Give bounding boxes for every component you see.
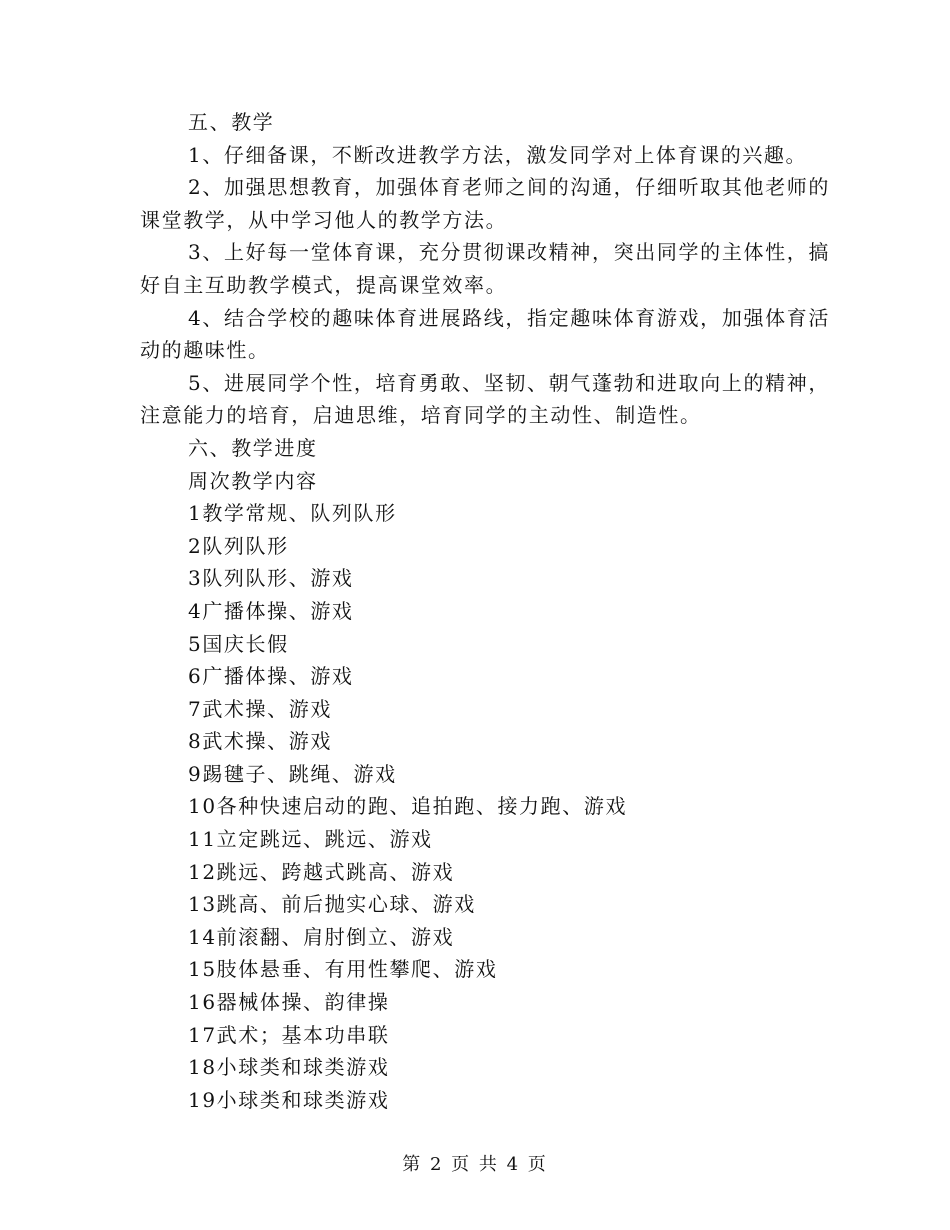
schedule-row bbox=[140, 725, 830, 758]
week-number: 3 bbox=[188, 566, 203, 591]
week-number: 5 bbox=[188, 631, 203, 656]
schedule-row bbox=[140, 856, 830, 889]
section-heading-schedule: 六、教学进度 bbox=[188, 435, 318, 460]
week-number: 4 bbox=[188, 598, 203, 623]
week-content: 小球类和球类游戏 bbox=[216, 1087, 390, 1112]
week-number: 2 bbox=[188, 533, 203, 558]
week-number: 7 bbox=[188, 696, 203, 721]
teaching-item-1: 1、仔细备课，不断改进教学方法，激发同学对上体育课的兴趣。 bbox=[188, 142, 808, 167]
week-content: 跳远、跨越式跳高、游戏 bbox=[216, 859, 455, 884]
week-number: 18 bbox=[188, 1055, 217, 1080]
schedule-row bbox=[140, 758, 830, 791]
schedule-row bbox=[140, 823, 830, 856]
week-number: 1 bbox=[188, 501, 203, 526]
teaching-item-2: 2、加强思想教育，加强体育老师之间的沟通，仔细听取其他老师的课堂教学，从中学习他人的教学方法。 bbox=[140, 175, 830, 232]
week-number: 12 bbox=[188, 859, 217, 884]
week-content: 小球类和球类游戏 bbox=[216, 1055, 390, 1080]
schedule-row bbox=[140, 953, 830, 986]
schedule-row bbox=[140, 660, 830, 693]
week-number: 11 bbox=[188, 827, 217, 852]
schedule-row bbox=[140, 790, 830, 823]
week-content: 国庆长假 bbox=[202, 631, 289, 656]
week-number: 13 bbox=[188, 892, 217, 917]
week-number: 19 bbox=[188, 1087, 217, 1112]
week-number: 8 bbox=[188, 729, 203, 754]
week-number: 9 bbox=[188, 761, 203, 786]
schedule-row bbox=[140, 986, 830, 1019]
week-content: 踢毽子、跳绳、游戏 bbox=[202, 761, 397, 786]
teaching-item-3: 3、上好每一堂体育课，充分贯彻课改精神，突出同学的主体性，搞好自主互助教学模式，提高课堂效率。 bbox=[140, 240, 830, 297]
schedule-row bbox=[140, 497, 830, 530]
week-number: 16 bbox=[188, 990, 217, 1015]
week-content: 肢体悬垂、有用性攀爬、游戏 bbox=[216, 957, 498, 982]
schedule-row bbox=[140, 888, 830, 921]
week-content: 广播体操、游戏 bbox=[202, 664, 354, 689]
schedule-row bbox=[140, 1019, 830, 1052]
week-number: 15 bbox=[188, 957, 217, 982]
schedule-row bbox=[140, 595, 830, 628]
page-number-footer: 第 2 页 共 4 页 bbox=[402, 1154, 548, 1175]
week-content: 武术；基本功串联 bbox=[216, 1022, 390, 1047]
week-content: 武术操、游戏 bbox=[202, 729, 332, 754]
week-content: 跳高、前后抛实心球、游戏 bbox=[216, 892, 476, 917]
week-content: 器械体操、韵律操 bbox=[216, 990, 390, 1015]
week-content: 教学常规、队列队形 bbox=[202, 501, 397, 526]
week-number: 6 bbox=[188, 664, 203, 689]
week-content: 队列队形、游戏 bbox=[202, 566, 354, 591]
document-body bbox=[140, 106, 830, 1116]
schedule-row bbox=[140, 562, 830, 595]
week-number: 14 bbox=[188, 924, 217, 949]
week-content: 各种快速启动的跑、追拍跑、接力跑、游戏 bbox=[216, 794, 628, 819]
schedule-header: 周次教学内容 bbox=[188, 468, 318, 493]
week-content: 前滚翻、肩肘倒立、游戏 bbox=[216, 924, 455, 949]
week-content: 广播体操、游戏 bbox=[202, 598, 354, 623]
schedule-row bbox=[140, 693, 830, 726]
schedule-list bbox=[140, 497, 830, 1116]
teaching-item-4: 4、结合学校的趣味体育进展路线，指定趣味体育游戏，加强体育活动的趣味性。 bbox=[140, 305, 830, 363]
schedule-row bbox=[140, 1051, 830, 1084]
teaching-item-5: 5、进展同学个性，培育勇敢、坚韧、朝气蓬勃和进取向上的精神，注意能力的培育，启迪思维，培育同学的主动性、制造性。 bbox=[140, 370, 830, 428]
week-number: 10 bbox=[188, 794, 217, 819]
schedule-row bbox=[140, 628, 830, 661]
week-number: 17 bbox=[188, 1022, 217, 1047]
schedule-row bbox=[140, 530, 830, 563]
week-content: 立定跳远、跳远、游戏 bbox=[216, 827, 433, 852]
schedule-row bbox=[140, 921, 830, 954]
schedule-row bbox=[140, 1084, 830, 1117]
section-heading-teaching: 五、教学 bbox=[188, 110, 275, 134]
week-content: 武术操、游戏 bbox=[202, 696, 332, 721]
week-content: 队列队形 bbox=[202, 533, 289, 558]
